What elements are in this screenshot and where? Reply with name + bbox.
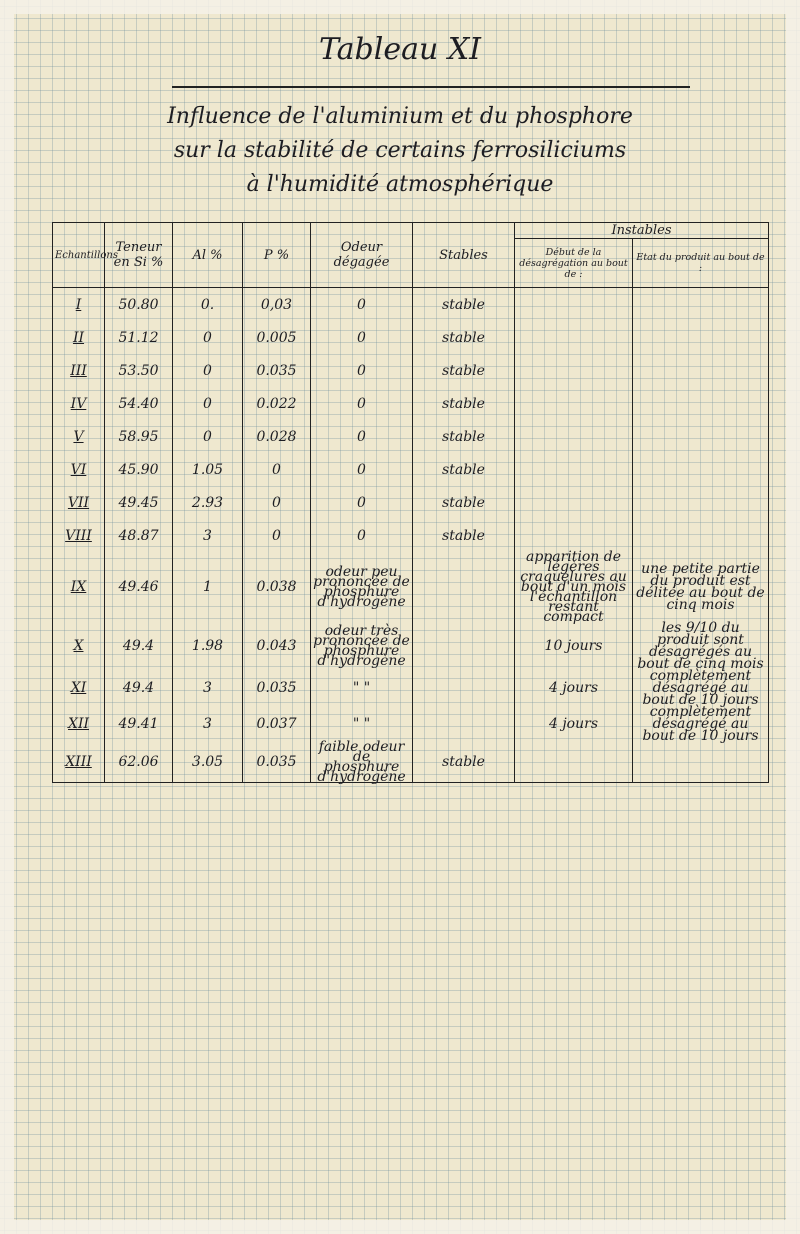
header-si: Teneur en Si % [105,223,173,288]
cell-sample: XI [53,670,105,706]
cell-begin [515,420,633,453]
cell-stable: stable [413,288,515,322]
cell-stable [413,552,515,622]
cell-sample: II [53,321,105,354]
cell-p: 0.028 [243,420,311,453]
header-begin: Début de la désagrégation au bout de : [515,239,633,288]
cell-state [633,354,769,387]
cell-odor: odeur très prononcée de phosphure d'hydrogène [311,622,413,670]
header-p: P % [243,223,311,288]
table-row [53,706,769,742]
cell-stable: stable [413,387,515,420]
subtitle-line-2: sur la stabilité de certains ferrosiliciums [173,138,627,163]
cell-state [633,519,769,552]
cell-sample: VII [53,486,105,519]
cell-state: une petite partie du produit est délitée au bout de cinq mois [633,552,769,622]
cell-odor: faible odeur de phosphure d'hydrogène [311,742,413,783]
table-body [53,288,769,783]
cell-si: 51.12 [105,321,173,354]
cell-si: 58.95 [105,420,173,453]
cell-si: 62.06 [105,742,173,783]
table-row [53,288,769,322]
cell-odor: 0 [311,453,413,486]
cell-sample: V [53,420,105,453]
cell-odor: 0 [311,354,413,387]
header-state: Etat du produit au bout de : [633,239,769,288]
table-row [53,321,769,354]
cell-sample: X [53,622,105,670]
cell-p: 0,03 [243,288,311,322]
cell-al: 3 [173,670,243,706]
cell-state [633,486,769,519]
cell-al: 3 [173,519,243,552]
cell-stable [413,670,515,706]
cell-si: 48.87 [105,519,173,552]
cell-odor: 0 [311,288,413,322]
cell-si: 50.80 [105,288,173,322]
header-unstable: Instables [515,223,769,239]
cell-begin [515,453,633,486]
cell-sample: VI [53,453,105,486]
cell-stable: stable [413,420,515,453]
subtitle-line-3: à l'humidité atmosphérique [246,172,554,197]
cell-stable: stable [413,486,515,519]
table-row [53,742,769,783]
cell-p: 0.005 [243,321,311,354]
cell-al: 1 [173,552,243,622]
table-row [53,622,769,670]
cell-sample: I [53,288,105,322]
header-stable: Stables [413,223,515,288]
cell-state [633,453,769,486]
cell-begin: 10 jours [515,622,633,670]
cell-stable: stable [413,354,515,387]
cell-odor: 0 [311,486,413,519]
cell-odor: 0 [311,321,413,354]
cell-odor: 0 [311,387,413,420]
cell-al: 0 [173,387,243,420]
cell-si: 49.46 [105,552,173,622]
cell-si: 49.41 [105,706,173,742]
cell-si: 53.50 [105,354,173,387]
cell-p: 0.035 [243,670,311,706]
cell-begin [515,742,633,783]
cell-sample: IV [53,387,105,420]
cell-stable [413,706,515,742]
cell-sample: III [53,354,105,387]
document-title: Tableau XI [318,32,482,67]
cell-stable: stable [413,453,515,486]
cell-stable: stable [413,742,515,783]
header-al: Al % [173,223,243,288]
cell-odor: 0 [311,519,413,552]
cell-odor: " " [311,670,413,706]
cell-begin [515,387,633,420]
cell-odor: 0 [311,420,413,453]
cell-sample: VIII [53,519,105,552]
cell-al: 3.05 [173,742,243,783]
cell-begin: apparition de légères craquelures au bout d'un mois l'échantillon restant compact [515,552,633,622]
cell-p: 0 [243,486,311,519]
results-table [52,222,769,783]
cell-begin [515,288,633,322]
header-sample: Echantillons [53,223,105,288]
cell-al: 3 [173,706,243,742]
cell-p: 0.037 [243,706,311,742]
table-row [53,453,769,486]
cell-si: 54.40 [105,387,173,420]
cell-al: 0. [173,288,243,322]
cell-stable: stable [413,321,515,354]
cell-p: 0.035 [243,354,311,387]
cell-sample: XII [53,706,105,742]
subtitle-line-1: Influence de l'aluminium et du phosphore [167,104,633,129]
cell-al: 1.05 [173,453,243,486]
cell-p: 0.022 [243,387,311,420]
cell-begin [515,354,633,387]
cell-al: 0 [173,420,243,453]
cell-p: 0 [243,519,311,552]
cell-odor: odeur peu prononcée de phosphure d'hydrogène [311,552,413,622]
cell-stable: stable [413,519,515,552]
cell-begin: 4 jours [515,670,633,706]
cell-state: les 9/10 du produit sont désagrégés au bout de cinq mois [633,622,769,670]
cell-si: 49.45 [105,486,173,519]
cell-state [633,321,769,354]
cell-state: complètement désagrégé au bout de 10 jours [633,706,769,742]
cell-begin [515,486,633,519]
cell-stable [413,622,515,670]
title-underline [172,86,690,88]
cell-state: complètement désagrégé au bout de 10 jours [633,670,769,706]
cell-p: 0.038 [243,552,311,622]
cell-al: 1.98 [173,622,243,670]
cell-state [633,742,769,783]
cell-odor: " " [311,706,413,742]
table-row [53,519,769,552]
cell-state [633,387,769,420]
cell-al: 2.93 [173,486,243,519]
table-row [53,670,769,706]
table-row [53,354,769,387]
cell-si: 49.4 [105,622,173,670]
cell-state [633,420,769,453]
table-row [53,552,769,622]
cell-begin [515,519,633,552]
cell-al: 0 [173,321,243,354]
cell-p: 0.035 [243,742,311,783]
cell-begin [515,321,633,354]
cell-begin: 4 jours [515,706,633,742]
table-row [53,420,769,453]
cell-p: 0 [243,453,311,486]
cell-state [633,288,769,322]
header-odor: Odeur dégagée [311,223,413,288]
cell-al: 0 [173,354,243,387]
table-row [53,486,769,519]
cell-sample: XIII [53,742,105,783]
cell-si: 49.4 [105,670,173,706]
table-row [53,387,769,420]
cell-sample: IX [53,552,105,622]
cell-p: 0.043 [243,622,311,670]
cell-si: 45.90 [105,453,173,486]
